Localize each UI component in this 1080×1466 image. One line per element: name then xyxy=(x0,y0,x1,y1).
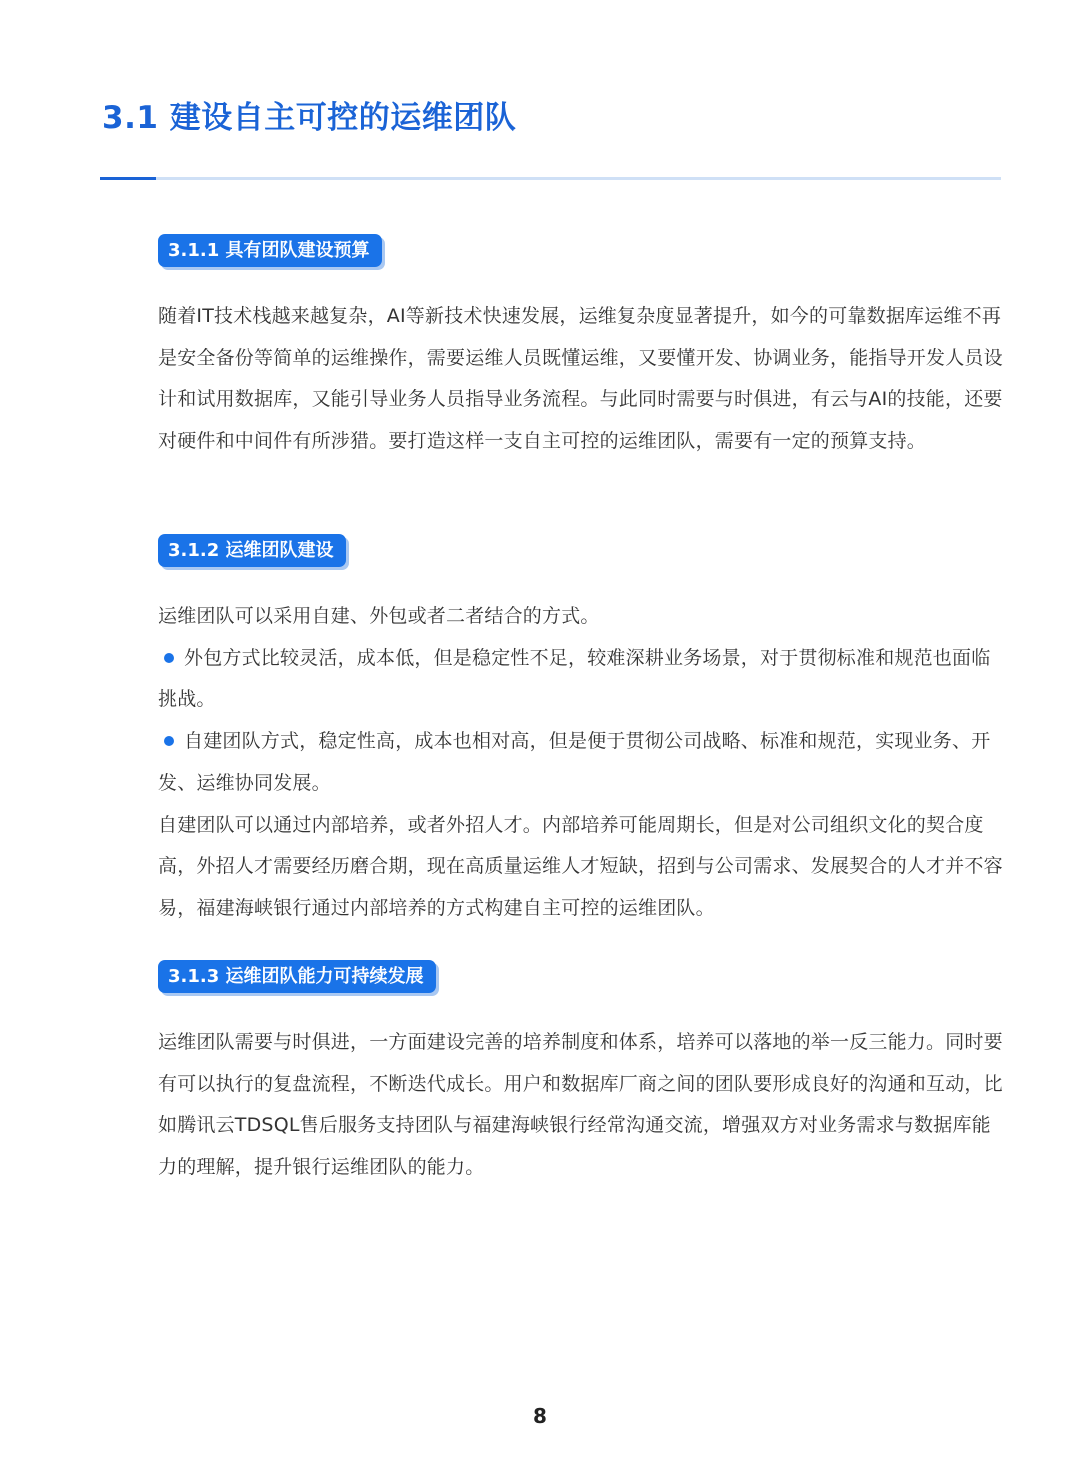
title-underline xyxy=(100,177,1001,180)
paragraph: 运维团队需要与时俱进，一方面建设完善的培养制度和体系，培养可以落地的举一反三能力。同时要有可以执行的复盘流程，不断迭代成长。用户和数据库厂商之间的团队要形成良好的沟通和互动，比如腾讯云TDSQL售后服务支持团队与福建海峡银行经常沟通交流，增强双方对业务需求与数据库能力的理解，提升银行运维团队的能力。 xyxy=(158,1031,1003,1179)
section-tag-3-1-3: 3.1.3 运维团队能力可持续发展 xyxy=(158,960,436,993)
section-body-3-1-1 xyxy=(158,296,1008,463)
page-number: 8 xyxy=(533,1404,547,1428)
page-title: 3.1 建设自主可控的运维团队 xyxy=(102,100,517,136)
bullet-item xyxy=(158,721,1008,804)
bullet-dot-icon xyxy=(164,653,174,663)
bullet-text: 自建团队方式，稳定性高，成本也相对高，但是便于贯彻公司战略、标准和规范，实现业务、开发、运维协同发展。 xyxy=(158,730,991,794)
section-body-3-1-3 xyxy=(158,1022,1008,1189)
section-tag-3-1-2: 3.1.2 运维团队建设 xyxy=(158,534,346,567)
bullet-dot-icon xyxy=(164,736,174,746)
section-body-3-1-2 xyxy=(158,596,1008,930)
closing-paragraph: 自建团队可以通过内部培养，或者外招人才。内部培养可能周期长，但是对公司组织文化的契合度高，外招人才需要经历磨合期，现在高质量运维人才短缺，招到与公司需求、发展契合的人才并不容易，福建海峡银行通过内部培养的方式构建自主可控的运维团队。 xyxy=(158,813,1003,919)
paragraph: 随着IT技术栈越来越复杂，AI等新技术快速发展，运维复杂度显著提升，如今的可靠数据库运维不再是安全备份等简单的运维操作，需要运维人员既懂运维，又要懂开发、协调业务，能指导开发人员设计和试用数据库，又能引导业务人员指导业务流程。与此同时需要与时俱进，有云与AI的技能，还要对硬件和中间件有所涉猎。要打造这样一支自主可控的运维团队，需要有一定的预算支持。 xyxy=(158,305,1003,453)
intro-paragraph: 运维团队可以采用自建、外包或者二者结合的方式。 xyxy=(158,605,600,627)
title-underline-accent xyxy=(100,177,156,180)
bullet-text: 外包方式比较灵活，成本低，但是稳定性不足，较难深耕业务场景，对于贯彻标准和规范也面临挑战。 xyxy=(158,646,991,711)
bullet-item xyxy=(158,638,1008,721)
section-tag-3-1-1: 3.1.1 具有团队建设预算 xyxy=(158,234,382,267)
